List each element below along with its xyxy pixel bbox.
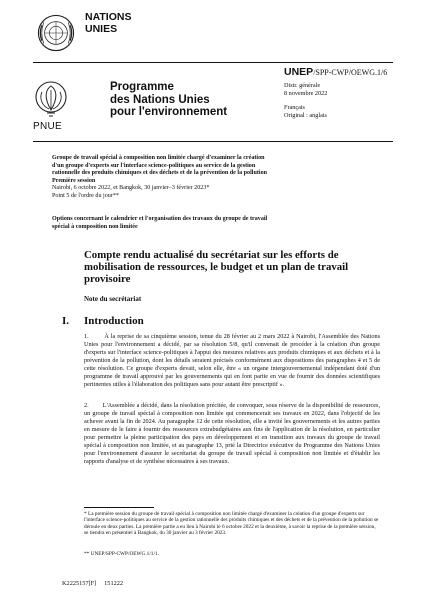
meeting-dates: Nairobi, 6 octobre 2022, et Bangkok, 30 janvier–3 février 2023* (52, 185, 210, 192)
org-line-2: UNIES (85, 23, 118, 35)
symbol-main: UNEP (284, 66, 314, 78)
programme-line-1: Programme (110, 81, 174, 93)
document-symbol (284, 66, 387, 78)
agenda-item-title: Options concernant le calendrier et l'organisation des travaux du groupe de travail spécial à composition non limitée (52, 216, 268, 230)
footnote-1: * La première session du groupe de travail spécial à composition non limitée chargé d'examiner la création d'un groupe d'experts sur l'interface science-politiques au service de la gestion rationnelle des produits chimiques et des déchets et de la prévention de la pollution se déroule en deux parties. La première partie a eu lieu à Nairobi le 6 octobre 2022 et la deuxième, à savoir la reprise de la première session, se tiendra en présentiel à Bangkok, du 30 janvier au 3 février 2023. (84, 511, 379, 537)
programme-line-2: des Nations Unies (110, 93, 210, 106)
paragraph-1: 1. À la reprise de sa cinquième session, tenue du 28 février au 2 mars 2022 à Nairobi, l'Assemblée des Nations Unies pour l'environnement a décidé, par sa résolution 5/8, qu'il convenait de procéder à la création d'un groupe d'experts sur l'interface science-politiques à l'appui des mesures relatives aux produits chimiques et aux déchets et à la prévention de la pollution, dont les détails seraient précisés conformément aux dispositions des paragraphes 4 et 5 de cette résolution. Ce groupe d'experts devait, selon elle, être « un organe intergouvernemental indépendant doté d'un programme de travail approuvé par les gouvernements qui en font partie en vue de fournir des données scientifiques pertinentes utiles à l'élaboration des politiques sans pour autant être prescriptif ». (84, 333, 380, 388)
meeting-title: Groupe de travail spécial à composition non limitée chargé d'examiner la création d'un groupe d'experts sur l'interface science-politiques au service de la gestion rationnelle des produits chimiques et des déchets et de la prévention de la pollution (52, 155, 268, 177)
job-number: K2225157[F] 151222 (62, 580, 124, 587)
note-label: Note du secrétariat (84, 295, 142, 303)
header-divider-bottom (33, 141, 393, 142)
footnote-2: ** UNEP/SPP-CWP/OEWG.1/1/1. (84, 551, 159, 557)
organization-name (85, 11, 131, 35)
footnote-divider (84, 507, 154, 508)
original-language: Original : anglais (284, 111, 327, 119)
unep-logo-icon (33, 80, 69, 120)
paragraph-2: 2. L'Assemblée a décidé, dans la résolution précitée, de convoquer, sous réserve de la disponibilité de ressources, un groupe de travail spécial à composition non limitée qui commencerait ses travaux en 2022, dans l'objectif de les achever avant la fin de 2024. Au paragraphe 12 de cette résolution, elle a invité les gouvernements et les autres parties en mesure de le faire à fournir des ressources extrabudgétaires aux fins de l'application de la résolution, en particulier pour permettre la pleine participation des pays en développement et en transition aux travaux du groupe de travail spécial à composition non limitée, et au paragraphe 13, prié la Directrice exécutive du Programme des Nations Unies pour l'environnement d'assurer le secrétariat du groupe de travail spécial à composition non limitée et d'établir les rapports d'analyse et de synthèse nécessaires à ses travaux. (84, 402, 380, 465)
logo-text: PNUE (33, 121, 62, 132)
document-date: 8 novembre 2022 (284, 89, 328, 97)
programme-line-3: pour l'environnement (110, 106, 228, 118)
language: Français (284, 104, 305, 111)
distribution-info (284, 82, 327, 119)
symbol-rest: /SPP-CWP/OEWG.1/6 (313, 68, 388, 77)
agenda-item: Point 5 de l'ordre du jour** (52, 192, 119, 199)
distribution: Distr. générale (284, 82, 321, 89)
session: Première session (52, 177, 96, 184)
section-number: I. (62, 315, 70, 327)
org-line-1: NATIONS (85, 11, 132, 23)
document-title: Compte rendu actualisé du secrétariat sur les efforts de mobilisation de ressources, le budget et un plan de travail provisoire (84, 249, 349, 286)
header-divider (33, 62, 393, 63)
un-emblem-icon (37, 14, 75, 52)
programme-name (110, 81, 227, 119)
section-title: Introduction (84, 315, 144, 327)
meeting-info (52, 155, 272, 201)
